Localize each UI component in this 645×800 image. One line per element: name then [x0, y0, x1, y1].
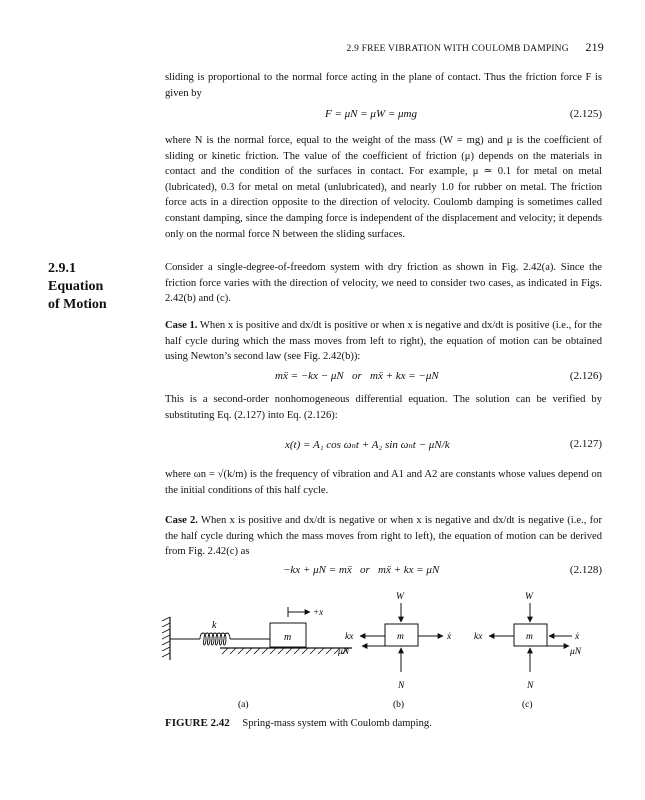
section-number: 2.9.1 — [48, 261, 76, 276]
panel-c-free-body — [474, 592, 582, 710]
spring-force-label: kx — [345, 632, 354, 642]
spring-force-label: kx — [474, 632, 483, 642]
velocity-label: ẋ — [447, 632, 452, 642]
section-title-line1: Equation — [48, 279, 104, 294]
paragraph-case-1 — [165, 318, 602, 365]
section-title-line2: of Motion — [48, 297, 107, 312]
panel-b-free-body — [337, 592, 452, 710]
figure-caption-text: Spring-mass system with Coulomb damping. — [242, 718, 432, 729]
figure-2-42 — [160, 585, 600, 710]
floor-hatching — [222, 648, 348, 654]
figure-label: FIGURE 2.42 — [165, 717, 230, 729]
panel-b-tag: (b) — [393, 700, 405, 710]
weight-label: W — [525, 592, 533, 602]
spring-label: k — [212, 620, 217, 631]
page-number: 219 — [585, 40, 604, 54]
paragraph-friction-intro: sliding is proportional to the normal force acting in the plane of contact. Thus the friction force F is given by — [165, 72, 602, 99]
equation-body: mẍ = −kx − μN or mẍ + kx = −μN — [275, 370, 439, 382]
friction-label: μN — [338, 647, 350, 657]
spring-coil — [200, 633, 230, 645]
equation-body: x(t) = A₁ cos ωₙt + A₂ sin ωₙt − μN/k — [285, 439, 450, 451]
equation-2-127 — [165, 438, 602, 454]
equation-body: F = μN = μW = μmg — [325, 108, 417, 120]
paragraph-friction-definition: where N is the normal force, equal to the weight of the mass (W = mg) and μ is the coefficient of sliding or kinetic friction. The value of the coefficient of friction (μ) depends on the materials in contact and the condition of the surfaces in contact. For example, μ ≃ 0.1 for metal on metal (lubricated), 0.3 for metal on metal (unlubricated), and nearly 1.0 for rubber on metal. The friction force acts in a direction opposite to the direction of velocity. Coulomb damping is sometimes called constant damping, since the damping force is independent of the displacement and velocity; it depends only on the normal force N between the sliding surfaces. — [165, 135, 602, 240]
paragraph-nonhomogeneous: This is a second-order nonhomogeneous differential equation. The solution can be verified by substituting Eq. (2.127) into Eq. (2.126): — [165, 394, 602, 421]
case-2-text: When x is positive and dx/dt is negative or when x is negative and dx/dt is negative (i.e., for the half cycle during which the mass moves from right to left), the equation of motion can be derived from Fig. 2.42(c) as — [165, 515, 602, 558]
equation-number: (2.126) — [569, 370, 602, 382]
case-1-label: Case 1. — [165, 320, 198, 331]
equation-2-128 — [165, 564, 602, 580]
equation-2-125 — [165, 108, 602, 124]
normal-force-label: N — [398, 681, 405, 691]
friction-label: μN — [570, 647, 582, 657]
wall-hatching — [162, 617, 170, 657]
case-1-text: When x is positive and dx/dt is positive or when x is negative and dx/dt is positive (i.e., for the half cycle during which the mass moves from left to right), the equation of motion can be obtained using Newton’s second law (see Fig. 2.42(b)): — [165, 320, 602, 363]
equation-number: (2.125) — [569, 108, 602, 120]
coord-label: +x — [313, 607, 324, 617]
paragraph-sdof-system: Consider a single-degree-of-freedom system with dry friction as shown in Fig. 2.42(a). Since the friction force varies with the direction of velocity, we need to consider two cases, as indicated in Figs. 2.42(b) and (c). — [165, 262, 602, 305]
running-head-title: 2.9 FREE VIBRATION WITH COULOMB DAMPING — [346, 44, 569, 54]
mass-label: m — [397, 632, 404, 642]
normal-force-label: N — [527, 681, 534, 691]
figure-caption — [165, 717, 432, 729]
mass-label: m — [284, 632, 292, 643]
mass-label: m — [526, 632, 533, 642]
paragraph-case-2 — [165, 513, 602, 560]
panel-c-tag: (c) — [522, 700, 533, 710]
running-head — [0, 40, 604, 55]
equation-2-126 — [165, 370, 602, 386]
equation-body: −kx + μN = mẍ or mẍ + kx = μN — [283, 564, 440, 576]
equation-number: (2.127) — [569, 438, 602, 450]
case-2-label: Case 2. — [165, 515, 198, 526]
velocity-label: ẋ — [575, 632, 580, 642]
panel-a-spring-mass — [162, 607, 352, 710]
weight-label: W — [396, 592, 404, 602]
panel-a-tag: (a) — [238, 700, 249, 710]
equation-number: (2.128) — [569, 564, 602, 576]
paragraph-natural-frequency: where ωn = √(k/m) is the frequency of vibration and A1 and A2 are constants whose values depend on the initial conditions of this half cycle. — [165, 469, 602, 496]
